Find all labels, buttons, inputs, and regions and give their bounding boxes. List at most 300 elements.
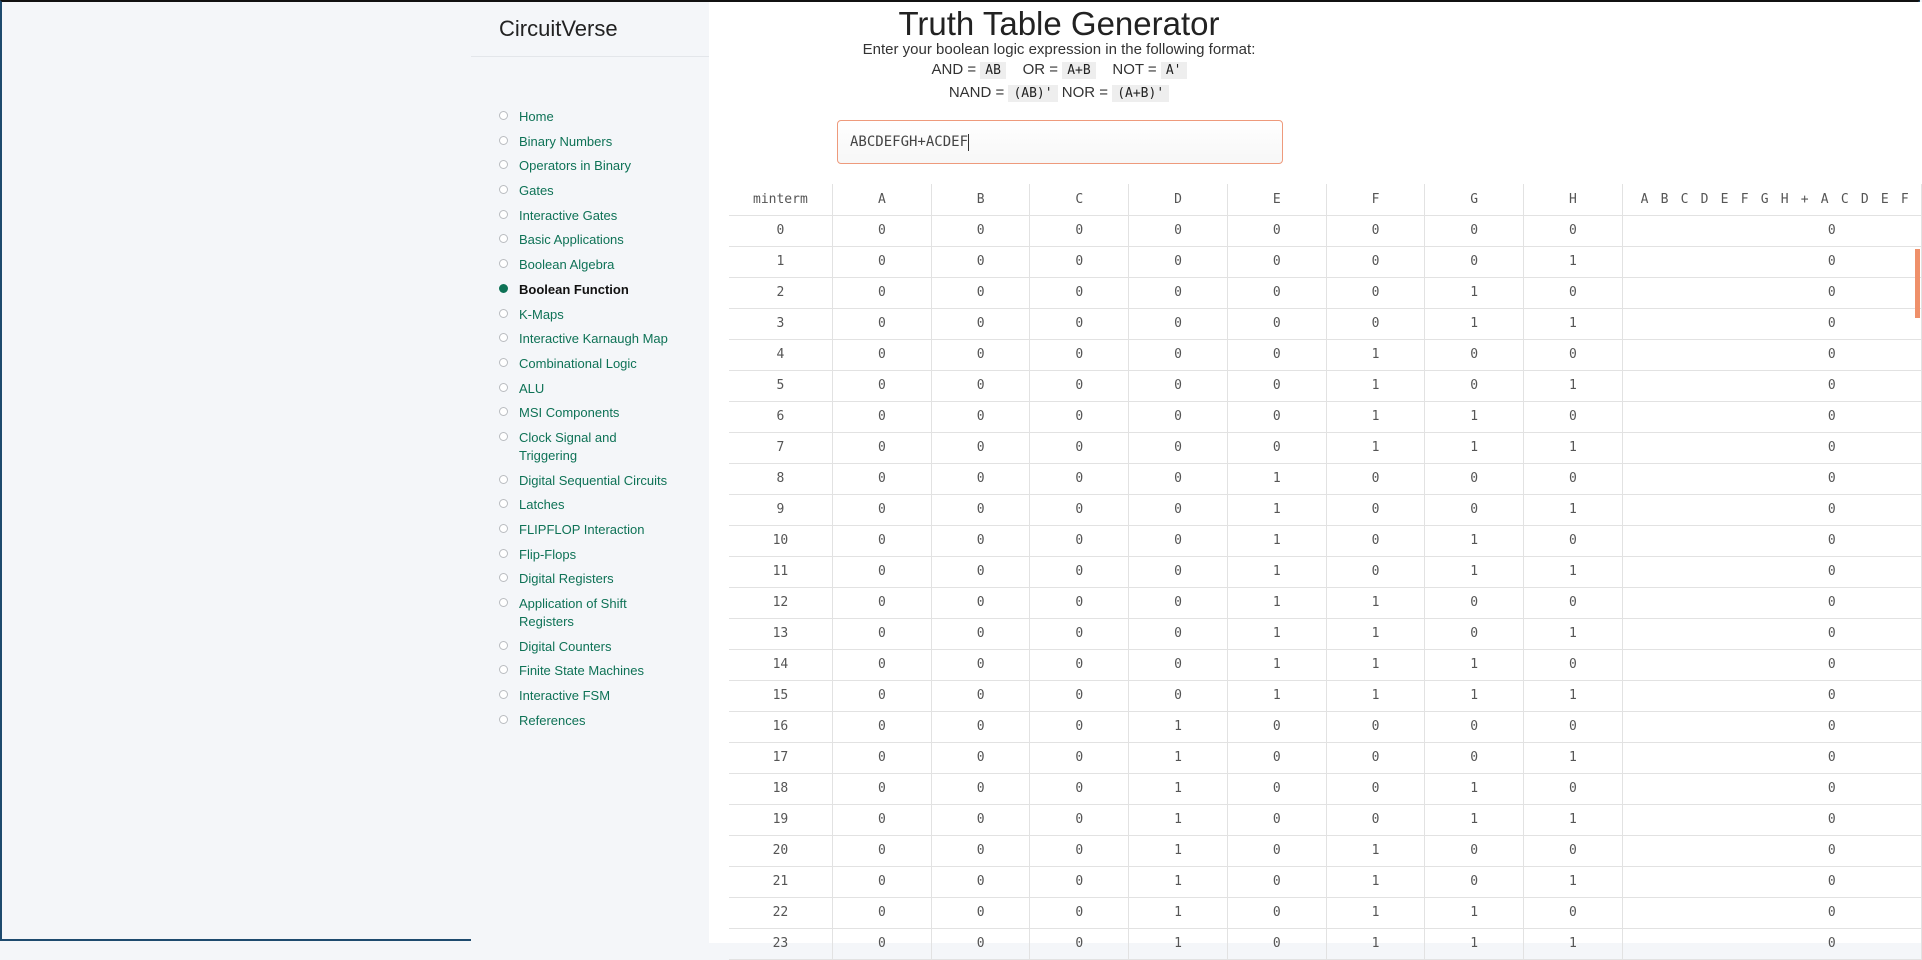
input-cell: 0 [1030, 432, 1129, 463]
input-cell: 1 [1326, 587, 1424, 618]
input-cell: 1 [1425, 928, 1524, 959]
sidebar-item-alu[interactable] [499, 380, 699, 398]
output-cell: 0 [1622, 215, 1921, 246]
input-cell: 0 [931, 928, 1029, 959]
and-code: AB [980, 62, 1006, 79]
output-cell: 0 [1622, 835, 1921, 866]
sidebar-item-references[interactable] [499, 712, 699, 730]
header-b: B [931, 184, 1029, 215]
input-cell: 1 [1129, 866, 1227, 897]
radio-dot-icon [499, 358, 508, 367]
sidebar-item-label: Operators in Binary [519, 158, 631, 174]
input-cell: 0 [1129, 432, 1227, 463]
input-cell: 1 [1326, 618, 1424, 649]
input-cell: 0 [1227, 804, 1326, 835]
input-cell: 0 [931, 804, 1029, 835]
output-cell: 0 [1622, 339, 1921, 370]
minterm-cell: 16 [729, 711, 832, 742]
sidebar-item-flip-flops[interactable] [499, 546, 699, 564]
input-cell: 0 [832, 866, 931, 897]
input-cell: 0 [931, 339, 1029, 370]
table-row [729, 773, 1922, 804]
input-cell: 0 [1425, 494, 1524, 525]
radio-dot-icon [499, 499, 508, 508]
input-cell: 0 [832, 928, 931, 959]
input-cell: 1 [1524, 866, 1622, 897]
sidebar-item-label: Binary Numbers [519, 133, 613, 149]
input-cell: 0 [1030, 246, 1129, 277]
radio-dot-icon [499, 160, 508, 169]
minterm-cell: 22 [729, 897, 832, 928]
minterm-cell: 0 [729, 215, 832, 246]
input-cell: 0 [1129, 587, 1227, 618]
input-cell: 0 [1227, 401, 1326, 432]
format-line-2 [709, 84, 1409, 101]
input-cell: 1 [1524, 246, 1622, 277]
sidebar-item-label: Basic Applications [519, 232, 624, 248]
input-cell: 1 [1227, 680, 1326, 711]
input-cell: 1 [1129, 897, 1227, 928]
sidebar-item-latches[interactable] [499, 496, 699, 514]
radio-dot-icon [499, 549, 508, 558]
input-cell: 1 [1524, 432, 1622, 463]
input-cell: 1 [1227, 649, 1326, 680]
sidebar-item-label: Flip-Flops [519, 546, 577, 562]
input-cell: 1 [1129, 928, 1227, 959]
input-cell: 1 [1129, 742, 1227, 773]
minterm-cell: 18 [729, 773, 832, 804]
input-cell: 1 [1524, 742, 1622, 773]
input-cell: 1 [1227, 556, 1326, 587]
sidebar-item-digital-sequential-circuits[interactable] [499, 472, 699, 490]
sidebar-item-gates[interactable] [499, 182, 699, 200]
table-row [729, 587, 1922, 618]
input-cell: 0 [1425, 742, 1524, 773]
sidebar-item-label: Latches [519, 497, 565, 513]
radio-dot-icon [499, 234, 508, 243]
sidebar-item-label: Interactive FSM [519, 688, 611, 704]
header-e: E [1227, 184, 1326, 215]
output-cell: 0 [1622, 556, 1921, 587]
input-cell: 0 [1227, 928, 1326, 959]
input-cell: 1 [1425, 432, 1524, 463]
nand-label: NAND = [948, 84, 1005, 101]
table-header-row [729, 184, 1922, 215]
format-line-1 [709, 61, 1409, 78]
minterm-cell: 7 [729, 432, 832, 463]
header-f: F [1326, 184, 1424, 215]
input-cell: 0 [931, 618, 1029, 649]
input-cell: 0 [1326, 246, 1424, 277]
header-c: C [1030, 184, 1129, 215]
input-cell: 0 [832, 680, 931, 711]
radio-dot-icon [499, 715, 508, 724]
minterm-cell: 1 [729, 246, 832, 277]
input-cell: 1 [1524, 308, 1622, 339]
input-cell: 0 [1129, 339, 1227, 370]
input-cell: 1 [1326, 339, 1424, 370]
input-cell: 0 [1326, 215, 1424, 246]
input-cell: 0 [931, 773, 1029, 804]
input-cell: 0 [931, 308, 1029, 339]
table-row [729, 897, 1922, 928]
input-cell: 1 [1425, 773, 1524, 804]
output-cell: 0 [1622, 494, 1921, 525]
sidebar-item-interactive-gates[interactable] [499, 207, 699, 225]
input-cell: 0 [1227, 866, 1326, 897]
sidebar-item-label: K-Maps [519, 306, 564, 322]
input-cell: 0 [1030, 370, 1129, 401]
input-cell: 0 [1129, 246, 1227, 277]
input-cell: 0 [832, 773, 931, 804]
output-cell: 0 [1622, 680, 1921, 711]
minterm-cell: 6 [729, 401, 832, 432]
input-cell: 0 [1129, 308, 1227, 339]
sidebar-item-label: Interactive Karnaugh Map [519, 331, 668, 347]
table-row [729, 370, 1922, 401]
sidebar-item-boolean-function[interactable] [499, 281, 699, 299]
input-cell: 0 [1326, 556, 1424, 587]
input-cell: 0 [931, 556, 1029, 587]
input-cell: 1 [1326, 897, 1424, 928]
table-row [729, 556, 1922, 587]
radio-dot-icon [499, 432, 508, 441]
input-cell: 0 [1030, 587, 1129, 618]
nand-code: (AB)' [1008, 85, 1057, 102]
input-cell: 1 [1129, 804, 1227, 835]
input-cell: 0 [1227, 277, 1326, 308]
minterm-cell: 23 [729, 928, 832, 959]
input-cell: 0 [931, 525, 1029, 556]
input-cell: 1 [1425, 897, 1524, 928]
sidebar-item-binary-numbers[interactable] [499, 133, 699, 151]
header-minterm: minterm [729, 184, 832, 215]
header-expression: ABCDEFGH+ACDEF [1622, 184, 1921, 215]
input-cell: 1 [1326, 680, 1424, 711]
input-cell: 0 [1326, 525, 1424, 556]
input-cell: 1 [1129, 835, 1227, 866]
input-cell: 0 [931, 370, 1029, 401]
input-cell: 1 [1524, 370, 1622, 401]
text-caret [968, 134, 969, 151]
input-cell: 0 [1227, 742, 1326, 773]
input-cell: 0 [931, 432, 1029, 463]
scrollbar-thumb[interactable] [1915, 249, 1920, 318]
input-cell: 1 [1129, 711, 1227, 742]
not-label: NOT = [1112, 61, 1157, 78]
sidebar-item-label: Combinational Logic [519, 355, 637, 371]
input-cell: 0 [1524, 587, 1622, 618]
input-cell: 1 [1326, 432, 1424, 463]
output-cell: 0 [1622, 711, 1921, 742]
input-cell: 0 [1326, 308, 1424, 339]
sidebar-item-digital-counters[interactable] [499, 638, 699, 656]
input-cell: 1 [1326, 370, 1424, 401]
sidebar-item-digital-registers[interactable] [499, 570, 699, 588]
table-row [729, 835, 1922, 866]
input-cell: 0 [1030, 928, 1129, 959]
expression-input[interactable] [837, 120, 1283, 164]
input-cell: 0 [1030, 711, 1129, 742]
input-cell: 0 [1030, 339, 1129, 370]
radio-dot-icon [499, 665, 508, 674]
radio-dot-icon [499, 309, 508, 318]
sidebar-item-label: ALU [519, 380, 545, 396]
input-cell: 0 [931, 835, 1029, 866]
and-label: AND = [931, 61, 977, 78]
header-h: H [1524, 184, 1622, 215]
table-row [729, 432, 1922, 463]
not-code: A' [1161, 62, 1187, 79]
output-cell: 0 [1622, 401, 1921, 432]
input-cell: 1 [1425, 649, 1524, 680]
radio-dot-icon [499, 333, 508, 342]
input-cell: 0 [1425, 370, 1524, 401]
input-cell: 1 [1227, 618, 1326, 649]
input-cell: 0 [832, 401, 931, 432]
sidebar-item-k-maps[interactable] [499, 306, 699, 324]
table-row [729, 401, 1922, 432]
input-cell: 1 [1326, 866, 1424, 897]
input-cell: 0 [931, 401, 1029, 432]
input-cell: 1 [1425, 556, 1524, 587]
input-cell: 1 [1227, 587, 1326, 618]
header-g: G [1425, 184, 1524, 215]
table-row [729, 649, 1922, 680]
input-cell: 0 [832, 587, 931, 618]
sidebar-item-label: References [519, 712, 586, 728]
expression-value: ABCDEFGH+ACDEF [850, 134, 969, 150]
input-cell: 0 [1425, 246, 1524, 277]
input-cell: 0 [832, 339, 931, 370]
output-cell: 0 [1622, 308, 1921, 339]
table-row [729, 215, 1922, 246]
sidebar-item-label: Boolean Function [519, 281, 629, 297]
input-cell: 0 [832, 370, 931, 401]
input-cell: 0 [1030, 525, 1129, 556]
sidebar-item-label: MSI Components [519, 405, 620, 421]
sidebar-item-finite-state-machines[interactable] [499, 662, 699, 680]
input-cell: 0 [931, 246, 1029, 277]
table-row [729, 680, 1922, 711]
input-cell: 0 [1129, 277, 1227, 308]
input-cell: 0 [1227, 711, 1326, 742]
input-cell: 0 [1326, 742, 1424, 773]
input-cell: 0 [1326, 494, 1424, 525]
input-cell: 0 [1030, 649, 1129, 680]
input-cell: 0 [1425, 866, 1524, 897]
input-cell: 0 [832, 618, 931, 649]
input-cell: 0 [1129, 370, 1227, 401]
input-cell: 0 [1030, 401, 1129, 432]
input-cell: 0 [832, 804, 931, 835]
minterm-cell: 13 [729, 618, 832, 649]
input-cell: 0 [1524, 835, 1622, 866]
input-cell: 1 [1129, 773, 1227, 804]
radio-dot-icon [499, 573, 508, 582]
minterm-cell: 15 [729, 680, 832, 711]
nor-label: NOR = [1061, 84, 1109, 101]
output-cell: 0 [1622, 525, 1921, 556]
nor-code: (A+B)' [1112, 85, 1169, 102]
input-cell: 0 [1129, 649, 1227, 680]
input-cell: 1 [1227, 463, 1326, 494]
table-row [729, 866, 1922, 897]
input-cell: 0 [931, 711, 1029, 742]
input-cell: 0 [1524, 401, 1622, 432]
or-label: OR = [1022, 61, 1059, 78]
input-cell: 1 [1524, 556, 1622, 587]
input-cell: 0 [1129, 680, 1227, 711]
radio-dot-icon [499, 111, 508, 120]
input-cell: 0 [1030, 277, 1129, 308]
sidebar-item-basic-applications[interactable] [499, 231, 699, 249]
input-cell: 1 [1524, 618, 1622, 649]
input-cell: 0 [1524, 215, 1622, 246]
output-cell: 0 [1622, 742, 1921, 773]
input-cell: 0 [1030, 773, 1129, 804]
minterm-cell: 12 [729, 587, 832, 618]
sidebar-item-interactive-karnaugh-map[interactable] [499, 330, 699, 348]
input-cell: 0 [1227, 370, 1326, 401]
sidebar-item-label: Digital Sequential Circuits [519, 472, 668, 488]
input-cell: 1 [1425, 680, 1524, 711]
input-cell: 0 [1030, 680, 1129, 711]
table-row [729, 246, 1922, 277]
input-cell: 0 [1524, 773, 1622, 804]
input-cell: 0 [832, 308, 931, 339]
input-cell: 0 [1129, 215, 1227, 246]
input-cell: 0 [832, 463, 931, 494]
minterm-cell: 10 [729, 525, 832, 556]
input-cell: 0 [1425, 835, 1524, 866]
input-cell: 1 [1524, 928, 1622, 959]
input-cell: 0 [832, 432, 931, 463]
sidebar-item-label: Digital Counters [519, 638, 612, 654]
minterm-cell: 17 [729, 742, 832, 773]
sidebar-nav [499, 108, 699, 737]
truth-table [729, 184, 1922, 960]
minterm-cell: 11 [729, 556, 832, 587]
sidebar-item-application-of-shift-registers[interactable] [499, 595, 699, 631]
sidebar-item-interactive-fsm[interactable] [499, 687, 699, 705]
input-cell: 0 [931, 277, 1029, 308]
input-cell: 0 [1030, 897, 1129, 928]
minterm-cell: 4 [729, 339, 832, 370]
input-cell: 0 [1227, 246, 1326, 277]
or-code: A+B [1062, 62, 1095, 79]
input-cell: 0 [931, 866, 1029, 897]
input-cell: 1 [1425, 401, 1524, 432]
sidebar-item-clock-signal-and-triggering[interactable] [499, 429, 699, 465]
table-row [729, 742, 1922, 773]
minterm-cell: 9 [729, 494, 832, 525]
sidebar-item-home[interactable] [499, 108, 699, 126]
input-cell: 0 [1129, 618, 1227, 649]
output-cell: 0 [1622, 587, 1921, 618]
input-cell: 0 [832, 742, 931, 773]
input-cell: 0 [1030, 556, 1129, 587]
table-row [729, 277, 1922, 308]
input-cell: 1 [1326, 928, 1424, 959]
input-cell: 1 [1524, 804, 1622, 835]
input-cell: 0 [1326, 277, 1424, 308]
input-cell: 0 [1030, 215, 1129, 246]
input-cell: 0 [1227, 897, 1326, 928]
input-cell: 0 [1227, 835, 1326, 866]
output-cell: 0 [1622, 432, 1921, 463]
radio-dot-icon [499, 641, 508, 650]
sidebar-item-combinational-logic[interactable] [499, 355, 699, 373]
output-cell: 0 [1622, 773, 1921, 804]
minterm-cell: 20 [729, 835, 832, 866]
input-cell: 0 [1524, 711, 1622, 742]
table-row [729, 494, 1922, 525]
input-cell: 0 [1129, 463, 1227, 494]
output-cell: 0 [1622, 277, 1921, 308]
input-cell: 0 [832, 277, 931, 308]
input-cell: 0 [1227, 215, 1326, 246]
input-cell: 0 [832, 246, 931, 277]
input-cell: 0 [1129, 556, 1227, 587]
input-cell: 0 [931, 742, 1029, 773]
output-cell: 0 [1622, 866, 1921, 897]
input-cell: 0 [832, 494, 931, 525]
input-cell: 0 [1227, 308, 1326, 339]
input-cell: 0 [1227, 773, 1326, 804]
input-cell: 0 [1227, 432, 1326, 463]
radio-dot-icon [499, 259, 508, 268]
output-cell: 0 [1622, 897, 1921, 928]
radio-dot-icon [499, 690, 508, 699]
sidebar-item-label: Digital Registers [519, 571, 614, 587]
input-cell: 0 [1425, 618, 1524, 649]
sidebar-item-msi-components[interactable] [499, 404, 699, 422]
minterm-cell: 14 [729, 649, 832, 680]
input-cell: 0 [1227, 339, 1326, 370]
sidebar-item-operators-in-binary[interactable] [499, 157, 699, 175]
output-cell: 0 [1622, 370, 1921, 401]
minterm-cell: 21 [729, 866, 832, 897]
input-cell: 0 [1030, 866, 1129, 897]
sidebar-item-label: Finite State Machines [519, 663, 645, 679]
input-cell: 0 [1129, 494, 1227, 525]
input-cell: 0 [1524, 463, 1622, 494]
input-cell: 0 [1030, 618, 1129, 649]
minterm-cell: 19 [729, 804, 832, 835]
input-cell: 1 [1425, 804, 1524, 835]
sidebar-item-boolean-algebra[interactable] [499, 256, 699, 274]
output-cell: 0 [1622, 463, 1921, 494]
input-cell: 1 [1326, 649, 1424, 680]
input-cell: 1 [1227, 494, 1326, 525]
table-row [729, 525, 1922, 556]
input-cell: 0 [1030, 742, 1129, 773]
input-cell: 1 [1227, 525, 1326, 556]
sidebar-item-label: Application of Shift Registers [519, 596, 627, 630]
sidebar-item-flipflop-interaction[interactable] [499, 521, 699, 539]
brand-logo[interactable]: CircuitVerse [499, 16, 618, 41]
radio-dot-icon [499, 475, 508, 484]
input-cell: 0 [931, 215, 1029, 246]
input-cell: 0 [931, 463, 1029, 494]
output-cell: 0 [1622, 804, 1921, 835]
radio-dot-icon [499, 185, 508, 194]
output-cell: 0 [1622, 246, 1921, 277]
sidebar [471, 2, 709, 943]
input-cell: 0 [1129, 401, 1227, 432]
output-cell: 0 [1622, 928, 1921, 959]
